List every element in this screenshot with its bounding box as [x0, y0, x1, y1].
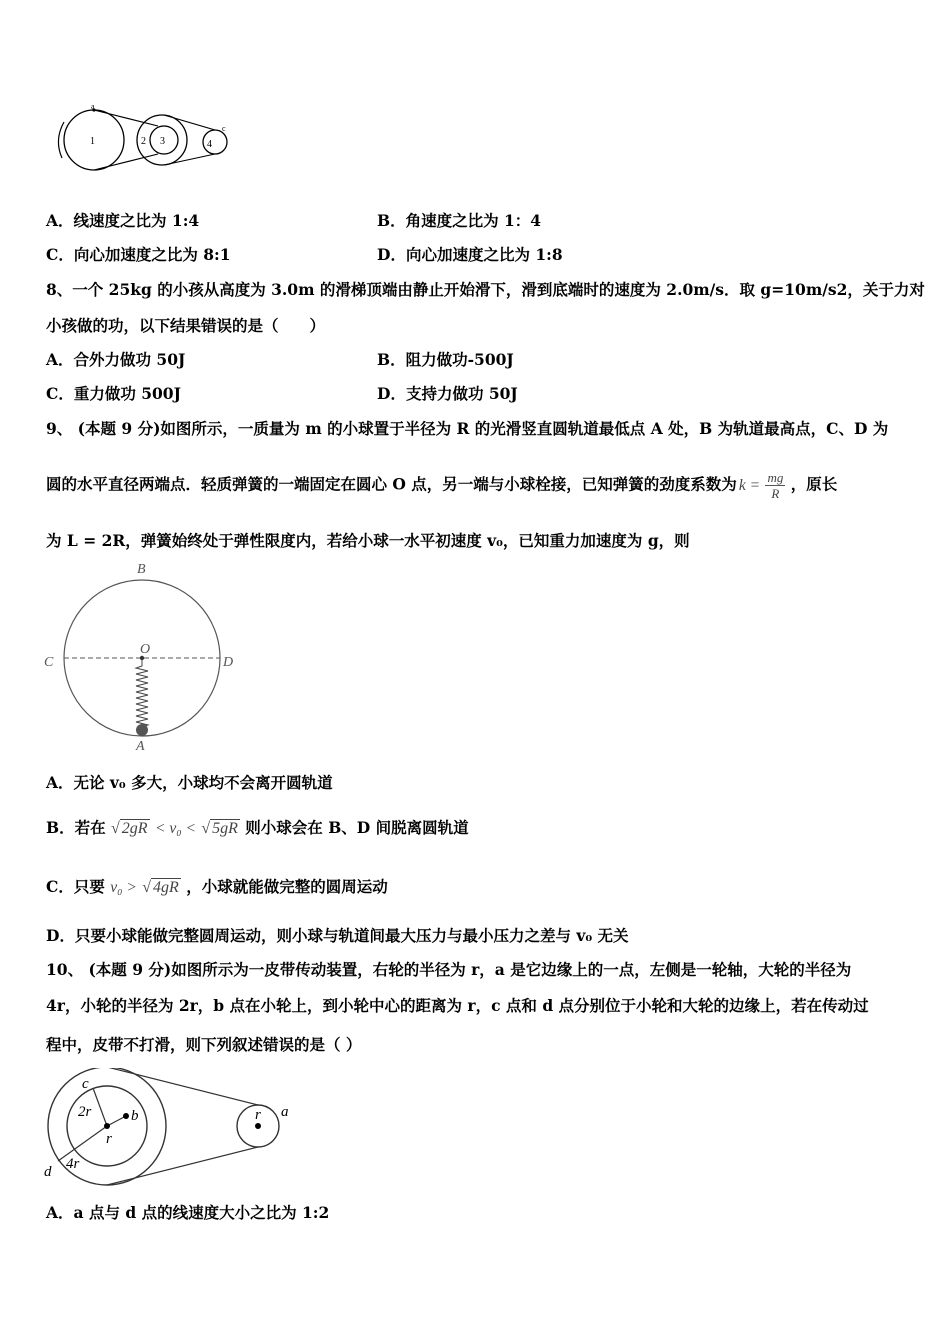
- label-O: O: [140, 642, 151, 657]
- label-C: C: [44, 655, 54, 670]
- q9-option-c: [46, 877, 388, 898]
- v0-inequality: < v₀ <: [154, 820, 196, 837]
- q9-option-c-prefix: C．只要: [46, 877, 105, 896]
- q10-stem-line3: 程中，皮带不打滑，则下列叙述错误的是（ ）: [46, 1035, 362, 1054]
- q9-stem-line2-end: ，原长: [790, 474, 838, 494]
- q9-stem-line1: 9、 (本题 9 分)如图所示，一质量为 m 的小球置于半径为 R 的光滑竖直圆轨道最低点 A 处，B 为轨道最高点，C、D 为: [46, 419, 889, 438]
- q10-stem-line2: 4r，小轮的半径为 2r，b 点在小轮上，到小轮中心的距离为 r，c 点和 d 点分别位于小轮和大轮的边缘上，若在传动过: [46, 996, 869, 1015]
- q7-option-b: B．角速度之比为 1：4: [377, 211, 542, 230]
- label-D: D: [223, 655, 234, 670]
- sqrt-2gR: √ 2gR: [111, 820, 148, 837]
- label-4r: 4r: [66, 1156, 80, 1172]
- q9-stem-line3: 为 L = 2R，弹簧始终处于弹性限度内，若给小球一水平初速度 v₀，已知重力加速度为 g，则: [46, 531, 690, 550]
- label-a: a: [281, 1104, 289, 1120]
- q8-option-a: A．合外力做功 50J: [46, 350, 186, 369]
- sqrt-4gR-radicand: 4gR: [153, 879, 179, 896]
- label-4: 4: [207, 139, 212, 150]
- sqrt-4gR: √ 4gR: [142, 879, 179, 896]
- label-c: c: [222, 124, 226, 133]
- label-A: A: [136, 739, 145, 754]
- label-a: a: [91, 102, 95, 111]
- label-B: B: [137, 562, 146, 577]
- q10-option-a: A．a 点与 d 点的线速度大小之比为 1:2: [46, 1203, 330, 1222]
- belt-drive-figure: [40, 1068, 300, 1188]
- label-1: 1: [90, 136, 95, 147]
- q9-option-b: [46, 818, 469, 839]
- q8-stem-line1: 8、一个 25kg 的小孩从高度为 3.0m 的滑梯顶端由静止开始滑下，滑到底端时的速度为 2.0m/s．取 g=10m/s2，关于力对: [46, 280, 925, 299]
- label-2r: 2r: [78, 1104, 92, 1120]
- k-fraction: [765, 470, 785, 501]
- q7-option-c: C．向心加速度之比为 8:1: [46, 245, 231, 264]
- pulley-figure-1: [52, 100, 242, 175]
- label-d: d: [44, 1164, 52, 1180]
- label-3: 3: [160, 136, 165, 147]
- q7-option-a: A．线速度之比为 1:4: [46, 211, 200, 230]
- q9-option-c-suffix: ，小球就能做完整的圆周运动: [186, 877, 388, 896]
- q9-option-b-prefix: B．若在: [46, 818, 106, 837]
- q9-stem-line2: [46, 470, 837, 501]
- q8-stem-line2: 小孩做的功，以下结果错误的是（ ）: [46, 316, 326, 335]
- q9-option-d: D．只要小球能做完整圆周运动，则小球与轨道间最大压力与最小压力之差与 v₀ 无关: [46, 926, 629, 945]
- k-denominator: R: [771, 486, 780, 501]
- q8-option-b: B．阻力做功-500J: [377, 350, 514, 369]
- label-r-right: r: [255, 1107, 261, 1123]
- circular-track-figure: [40, 560, 245, 755]
- sqrt-5gR: √ 5gR: [201, 820, 238, 837]
- q7-option-d: D．向心加速度之比为 1:8: [377, 245, 563, 264]
- q10-stem-line1: 10、 (本题 9 分)如图所示为一皮带传动装置，右轮的半径为 r，a 是它边缘上的一点，左侧是一轮轴，大轮的半径为: [46, 960, 852, 979]
- k-numerator: mg: [767, 470, 784, 485]
- q9-option-a: A．无论 v₀ 多大，小球均不会离开圆轨道: [46, 773, 333, 792]
- sqrt-5gR-radicand: 5gR: [212, 820, 238, 837]
- label-2: 2: [141, 136, 146, 147]
- q8-option-c: C．重力做功 500J: [46, 384, 181, 403]
- q9-option-b-suffix: 则小球会在 B、D 间脱离圆轨道: [245, 818, 469, 837]
- label-c: c: [82, 1076, 89, 1092]
- q8-option-d: D．支持力做功 50J: [377, 384, 518, 403]
- label-b: b: [131, 1108, 139, 1124]
- sqrt-2gR-radicand: 2gR: [121, 820, 148, 837]
- v0-greater: v₀ >: [110, 879, 137, 896]
- label-r-center: r: [106, 1131, 112, 1147]
- k-symbol: k =: [738, 476, 761, 494]
- q9-stem-line2-text: 圆的水平直径两端点．轻质弹簧的一端固定在圆心 O 点，另一端与小球栓接，已知弹簧的劲度系数为: [46, 474, 737, 494]
